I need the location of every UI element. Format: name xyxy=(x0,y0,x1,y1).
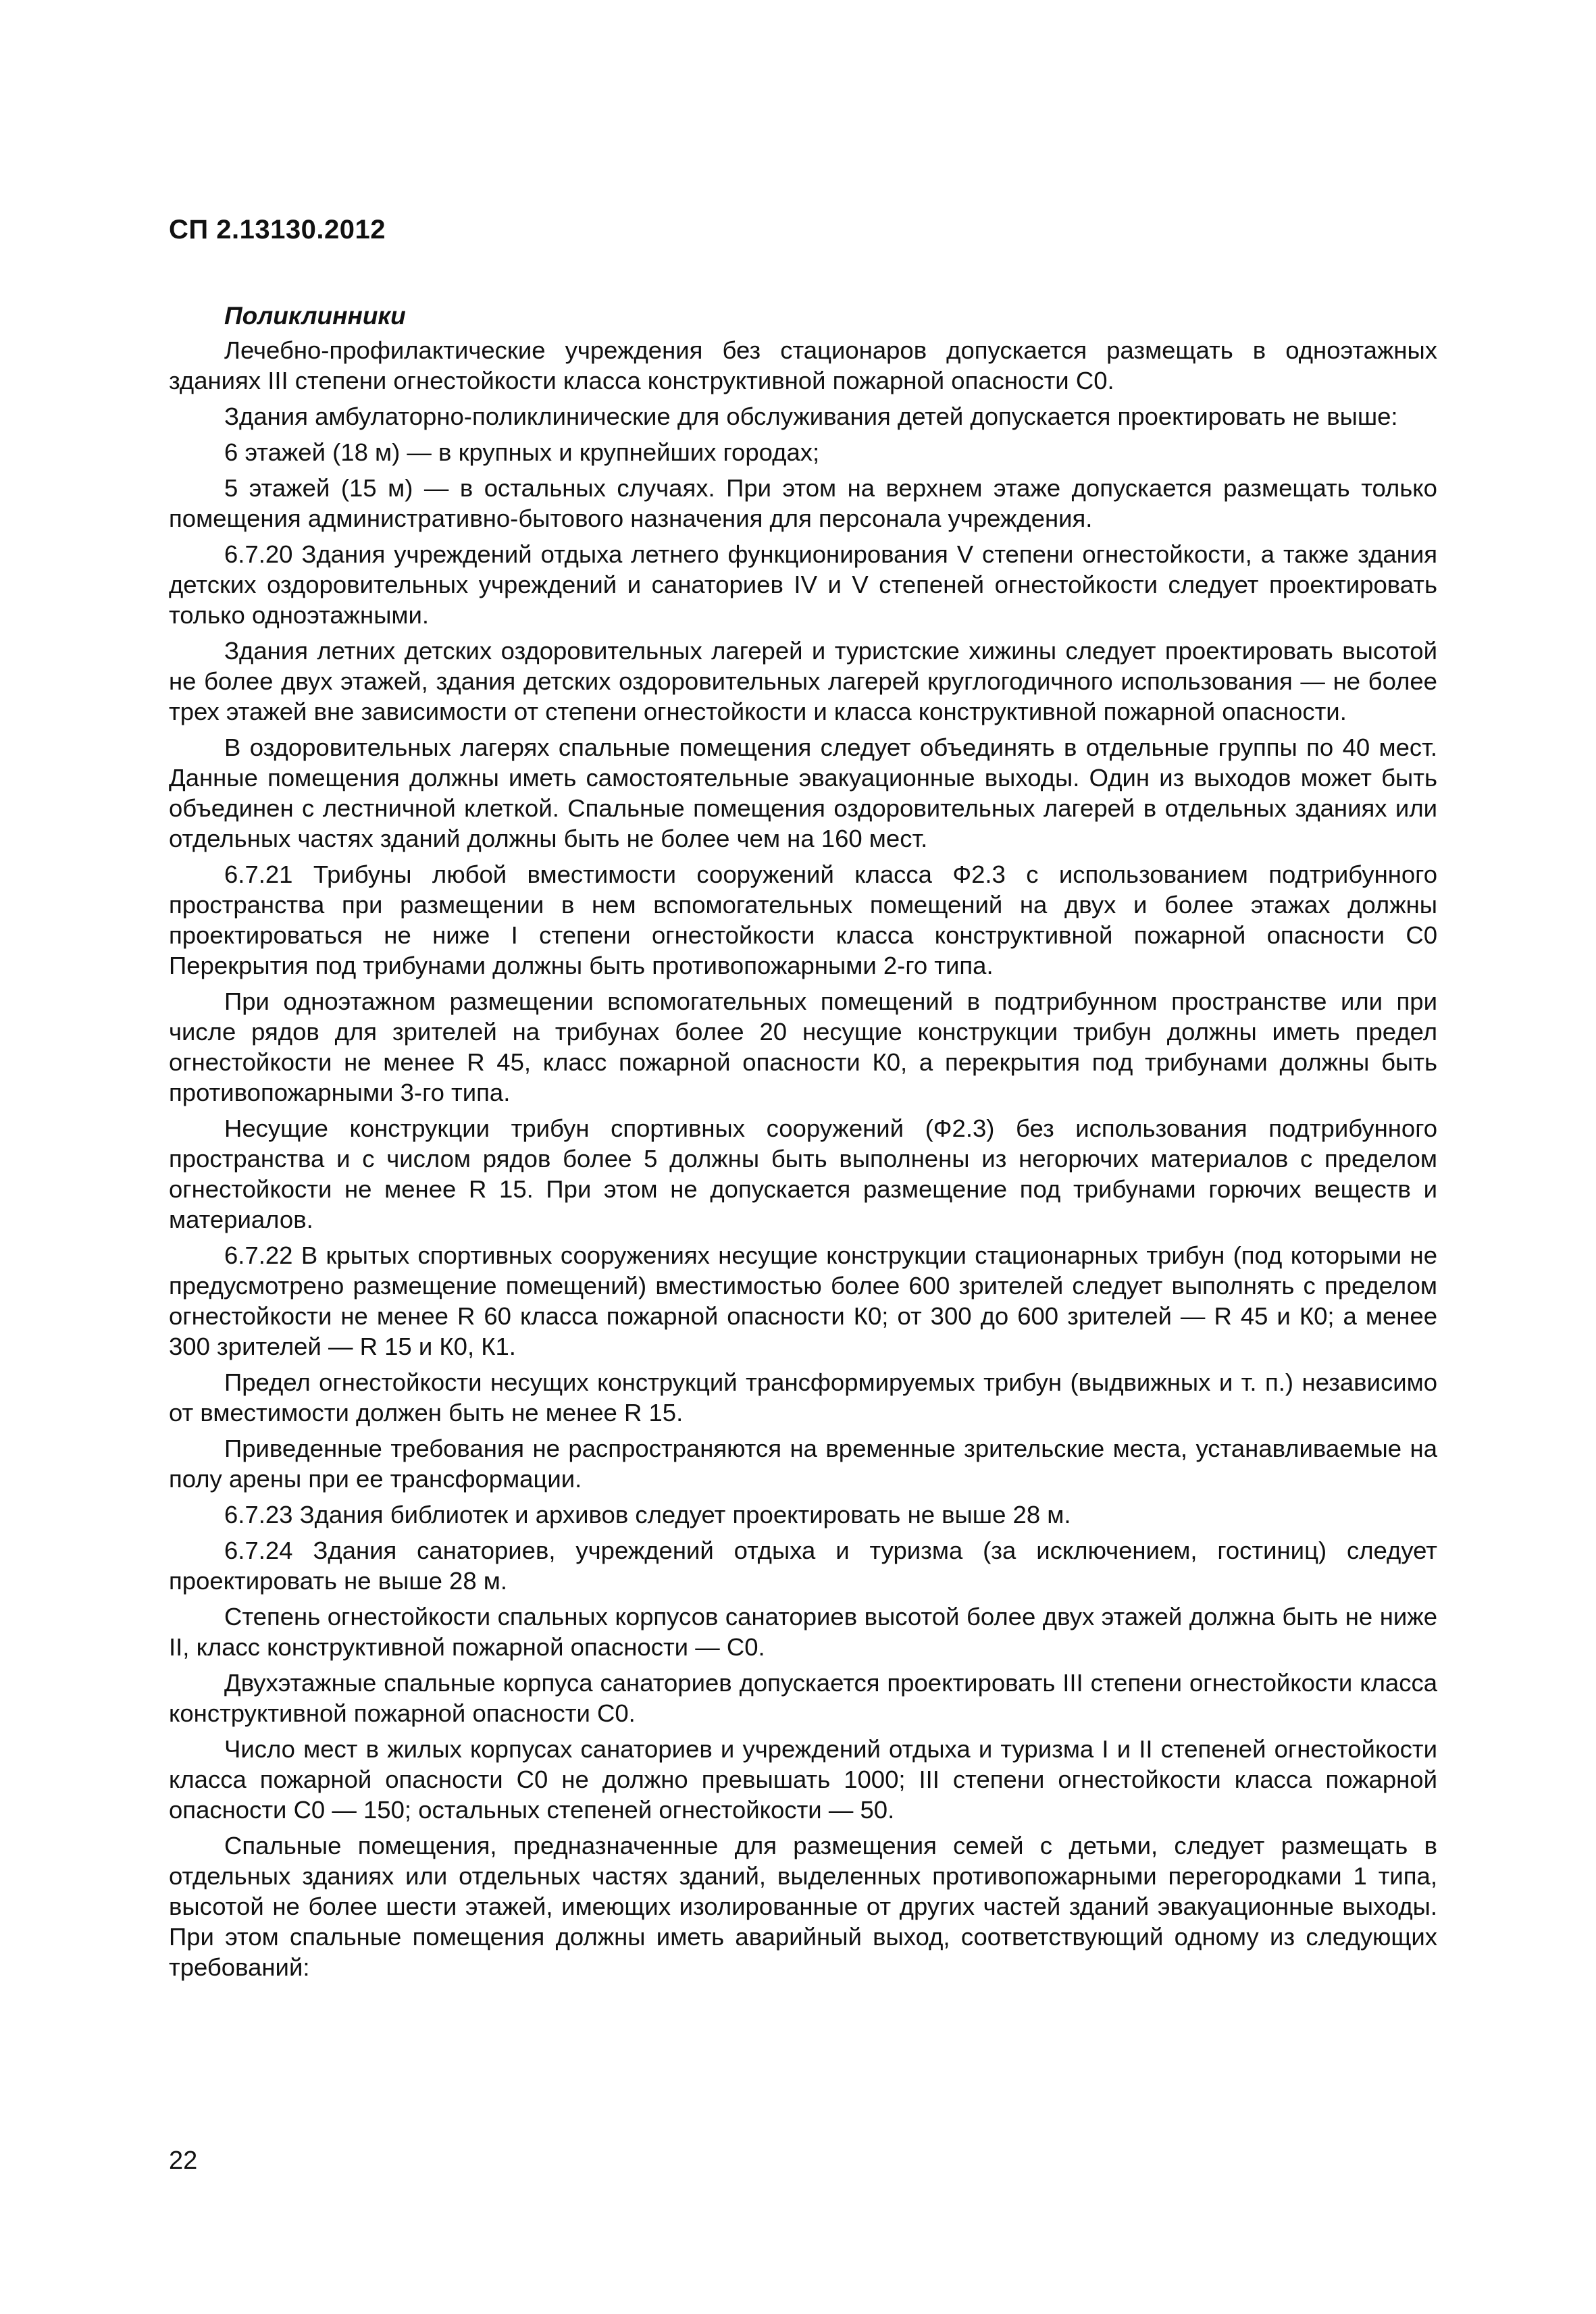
paragraph: 6.7.23 Здания библиотек и архивов следует проектировать не выше 28 м. xyxy=(224,1501,1071,1528)
paragraph: 5 этажей (15 м) — в остальных случаях. При этом на верхнем этаже допускается размещать только помещения административно-бытового назначения для персонала учреждения. xyxy=(169,474,1437,532)
paragraph: Число мест в жилых корпусах санаториев и учреждений отдыха и туризма I и II степеней огнестойкости класса пожарной опасности С0 не должно превышать 1000; III степени огнестойкости класса пожарной опасности С0 — 150; остальных степеней огнестойкости — 50. xyxy=(169,1735,1437,1824)
paragraph: Степень огнестойкости спальных корпусов санаториев высотой более двух этажей должна быть не ниже II, класс конструктивной пожарной опасности — С0. xyxy=(169,1603,1437,1661)
paragraph: Приведенные требования не распространяются на временные зрительские места, устанавливаемые на полу арены при ее трансформации. xyxy=(169,1435,1437,1493)
paragraph: Спальные помещения, предназначенные для размещения семей с детьми, следует размещать в отдельных зданиях или отдельных частях зданий, выделенных противопожарными перегородками 1 типа, высотой не более шести этажей, имеющих изолированные от других частей зданий эвакуационные выходы. При этом спальные помещения должны иметь аварийный выход, соответствующий одному из следующих требований: xyxy=(169,1832,1437,1981)
paragraph: 6.7.24 Здания санаториев, учреждений отдыха и туризма (за исключением, гостиниц) следует проектировать не выше 28 м. xyxy=(169,1537,1437,1595)
paragraph: Здания летних детских оздоровительных лагерей и туристские хижины следует проектировать высотой не более двух этажей, здания детских оздоровительных лагерей круглогодичного использования — не более трех этажей вне зависимости от степени огнестойкости и класса конструктивной пожарной опасности. xyxy=(169,637,1437,725)
document-body xyxy=(169,301,1437,1988)
paragraph: Несущие конструкции трибун спортивных сооружений (Ф2.3) без использования подтрибунного пространства и с числом рядов более 5 должны быть выполнены из негорючих материалов с пределом огнестойкости не менее R 15. При этом не допускается размещение под трибунами горючих веществ и материалов. xyxy=(169,1114,1437,1233)
paragraph: 6.7.22 В крытых спортивных сооружениях несущие конструкции стационарных трибун (под которыми не предусмотрено размещение помещений) вместимостью более 600 зрителей следует выполнять с пределом огнестойкости не менее R 60 класса пожарной опасности К0; от 300 до 600 зрителей — R 45 и К0; а менее 300 зрителей — R 15 и К0, К1. xyxy=(169,1241,1437,1360)
paragraph: Двухэтажные спальные корпуса санаториев допускается проектировать III степени огнестойкости класса конструктивной пожарной опасности С0. xyxy=(169,1669,1437,1727)
paragraph: Лечебно-профилактические учреждения без стационаров допускается размещать в одноэтажных зданиях III степени огнестойкости класса конструктивной пожарной опасности С0. xyxy=(169,336,1437,394)
paragraph: При одноэтажном размещении вспомогательных помещений в подтрибунном пространстве или при числе рядов для зрителей на трибунах более 20 несущие конструкции трибун должны иметь предел огнестойкости не менее R 45, класс пожарной опасности К0, а перекрытия под трибунами должны быть противопожарными 3-го типа. xyxy=(169,987,1437,1106)
paragraph: 6.7.21 Трибуны любой вместимости сооружений класса Ф2.3 с использованием подтрибунного пространства при размещении в нем вспомогательных помещений на двух и более этажах должны проектироваться не ниже I степени огнестойкости класса конструктивной пожарной опасности С0 Перекрытия под трибунами должны быть противопожарными 2-го типа. xyxy=(169,860,1437,979)
section-heading: Поликлинники xyxy=(224,302,406,330)
document-code: СП 2.13130.2012 xyxy=(169,215,386,245)
paragraph: 6 этажей (18 м) — в крупных и крупнейших городах; xyxy=(224,438,820,466)
paragraph: Здания амбулаторно-поликлинические для обслуживания детей допускается проектировать не выше: xyxy=(224,403,1398,430)
paragraph: Предел огнестойкости несущих конструкций трансформируемых трибун (выдвижных и т. п.) независимо от вместимости должен быть не менее R 15. xyxy=(169,1368,1437,1426)
page-number: 22 xyxy=(169,2146,198,2175)
paragraph: 6.7.20 Здания учреждений отдыха летнего функционирования V степени огнестойкости, а также здания детских оздоровительных учреждений и санаториев IV и V степеней огнестойкости следует проектировать только одноэтажными. xyxy=(169,540,1437,629)
paragraph: В оздоровительных лагерях спальные помещения следует объединять в отдельные группы по 40 мест. Данные помещения должны иметь самостоятельные эвакуационные выходы. Один из выходов может быть объединен с лестничной клеткой. Спальные помещения оздоровительных лагерей в отдельных зданиях или отдельных частях зданий должны быть не более чем на 160 мест. xyxy=(169,734,1437,852)
